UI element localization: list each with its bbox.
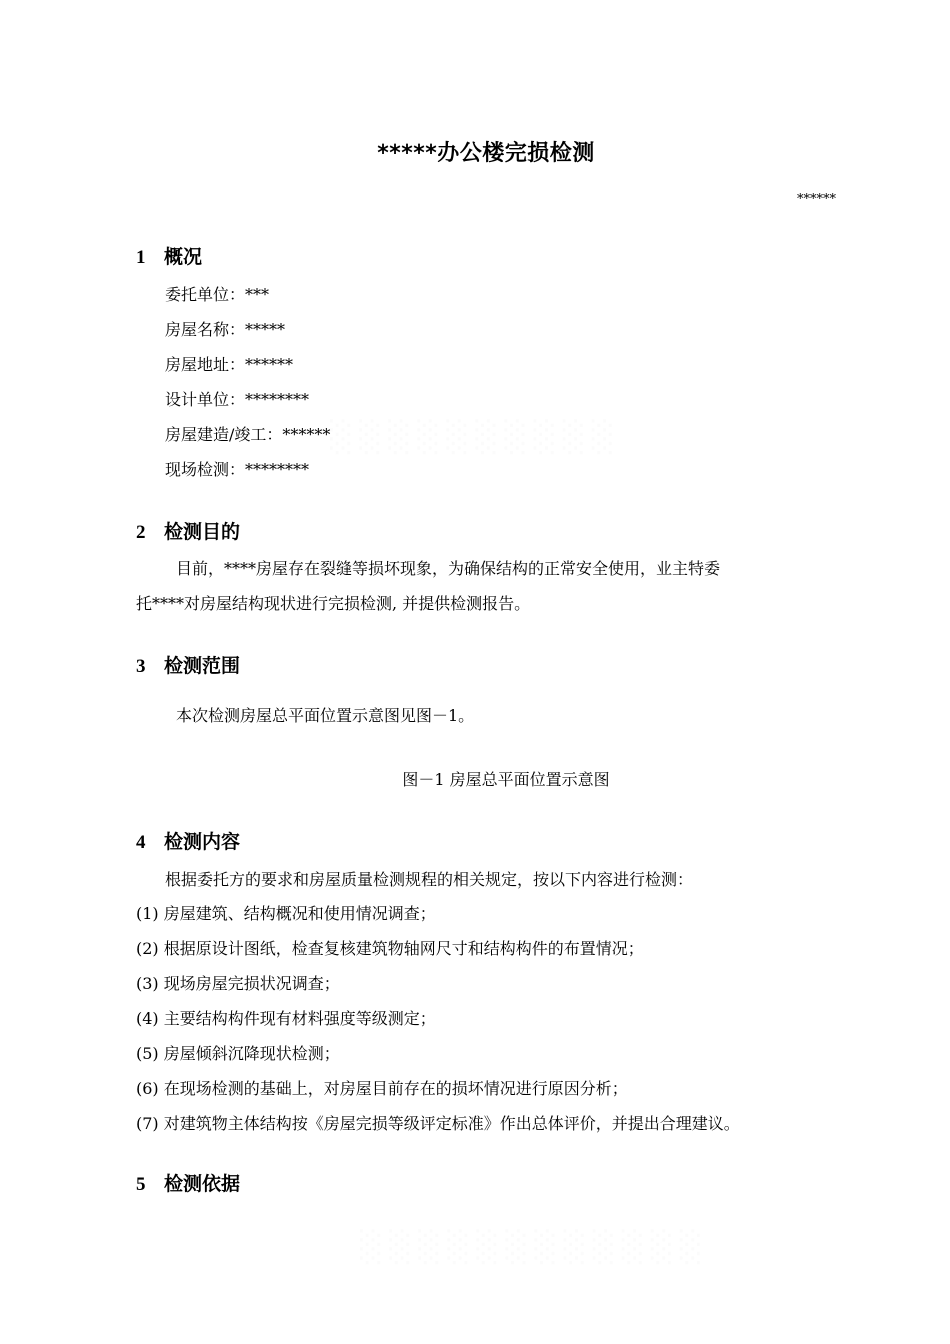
content-intro: 根据委托方的要求和房屋质量检测规程的相关规定，按以下内容进行检测：	[165, 870, 694, 889]
section-5-heading	[136, 1169, 240, 1196]
section-title: 概况	[164, 246, 203, 268]
section-1-heading	[136, 242, 202, 269]
scope-text: 本次检测房屋总平面位置示意图见图－1。	[176, 706, 475, 725]
list-item: (2) 根据原设计图纸，检查复核建筑物轴网尺寸和结构构件的布置情况；	[136, 939, 644, 958]
watermark: ░░░░░░░░░░░░	[360, 1230, 709, 1265]
list-item: (3) 现场房屋完损状况调查；	[136, 974, 340, 993]
section-3-heading	[136, 651, 240, 678]
purpose-line-1: 目前，****房屋存在裂缝等损坏现象，为确保结构的正常安全使用，业主特委	[176, 559, 721, 578]
section-2-heading	[136, 517, 240, 544]
list-item: (5) 房屋倾斜沉降现状检测；	[136, 1044, 340, 1063]
section-number: 5	[136, 1174, 146, 1195]
page-title: *****办公楼完损检测	[377, 141, 595, 166]
section-number: 1	[136, 247, 146, 268]
info-line-address: 房屋地址：******	[165, 355, 294, 374]
list-item: (6) 在现场检测的基础上，对房屋目前存在的损坏情况进行原因分析；	[136, 1079, 628, 1098]
section-title: 检测范围	[164, 655, 241, 677]
list-item: (7) 对建筑物主体结构按《房屋完损等级评定标准》作出总体评价，并提出合理建议。	[136, 1114, 740, 1133]
info-line-building-name: 房屋名称：*****	[165, 320, 286, 339]
section-number: 2	[136, 522, 146, 543]
info-line-construction: 房屋建造/竣工：******	[165, 425, 331, 444]
purpose-line-2: 托****对房屋结构现状进行完损检测, 并提供检测报告。	[136, 594, 531, 613]
section-number: 4	[136, 832, 146, 853]
section-title: 检测目的	[164, 521, 241, 543]
section-title: 检测依据	[164, 1173, 241, 1195]
list-item: (4) 主要结构构件现有材料强度等级测定；	[136, 1009, 436, 1028]
author-line: ******	[797, 192, 836, 207]
info-line-client: 委托单位：***	[165, 285, 270, 304]
section-title: 检测内容	[164, 831, 241, 853]
section-number: 3	[136, 656, 146, 677]
section-4-heading	[136, 827, 240, 854]
watermark: ░░░░░░░░░░	[330, 420, 621, 455]
figure-caption: 图－1 房屋总平面位置示意图	[402, 770, 610, 789]
list-item: (1) 房屋建筑、结构概况和使用情况调查；	[136, 904, 436, 923]
info-line-designer: 设计单位：********	[165, 390, 310, 409]
info-line-inspection: 现场检测：********	[165, 460, 310, 479]
